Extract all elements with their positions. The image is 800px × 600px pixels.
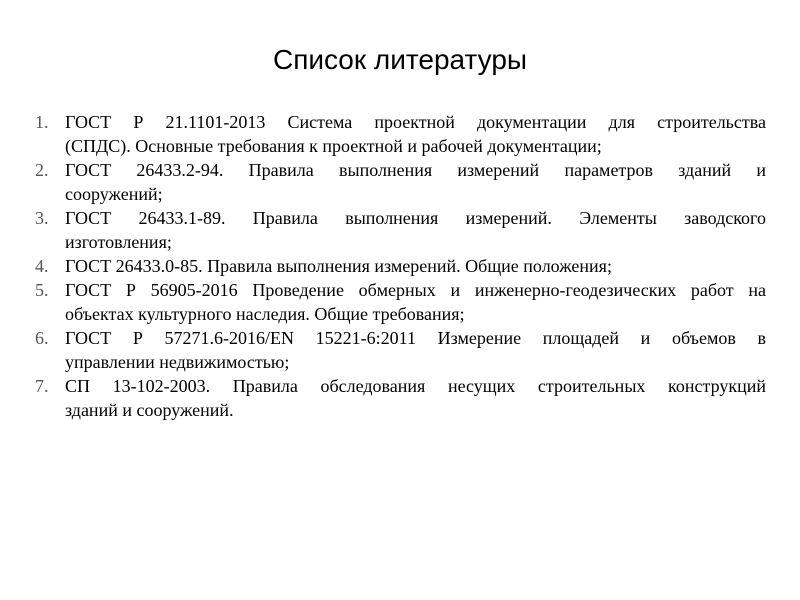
item-text-line: объектах культурного наследия. Общие требования;	[65, 304, 465, 324]
item-text-line: ГОСТ 26433.0-85. Правила выполнения измерений. Общие положения;	[65, 256, 612, 276]
reference-item	[30, 278, 766, 326]
item-number: 6.	[35, 328, 49, 348]
reference-item	[30, 254, 766, 278]
item-text-line: (СПДС). Основные требования к проектной и рабочей документации;	[65, 136, 602, 156]
reference-list	[30, 110, 766, 422]
reference-item	[30, 374, 766, 422]
item-text-line: ГОСТ 26433.1-89. Правила выполнения измерений. Элементы заводского	[65, 208, 766, 228]
item-text-line: зданий и сооружений.	[65, 400, 234, 420]
slide-title: Список литературы	[272, 44, 528, 75]
item-number: 7.	[35, 376, 49, 396]
item-text-line: управлении недвижимостью;	[65, 352, 290, 372]
item-text-line: ГОСТ Р 21.1101-2013 Система проектной документации для строительства	[65, 112, 766, 132]
item-text-line: ГОСТ Р 56905-2016 Проведение обмерных и инженерно-геодезических работ на	[65, 280, 766, 300]
item-number: 1.	[35, 112, 49, 132]
reference-item	[30, 158, 766, 206]
item-text-line: изготовления;	[65, 232, 172, 252]
item-text-line: сооружений;	[65, 184, 163, 204]
item-text-line: ГОСТ 26433.2-94. Правила выполнения измерений параметров зданий и	[65, 160, 766, 180]
item-number: 5.	[35, 280, 49, 300]
item-text-line: ГОСТ Р 57271.6-2016/EN 15221-6:2011 Измерение площадей и объемов в	[65, 328, 766, 348]
item-number: 4.	[35, 256, 49, 276]
reference-item	[30, 110, 766, 158]
item-number: 3.	[35, 208, 49, 228]
item-text-line: СП 13-102-2003. Правила обследования несущих строительных конструкций	[65, 376, 766, 396]
reference-item	[30, 206, 766, 254]
reference-item	[30, 326, 766, 374]
item-number: 2.	[35, 160, 49, 180]
